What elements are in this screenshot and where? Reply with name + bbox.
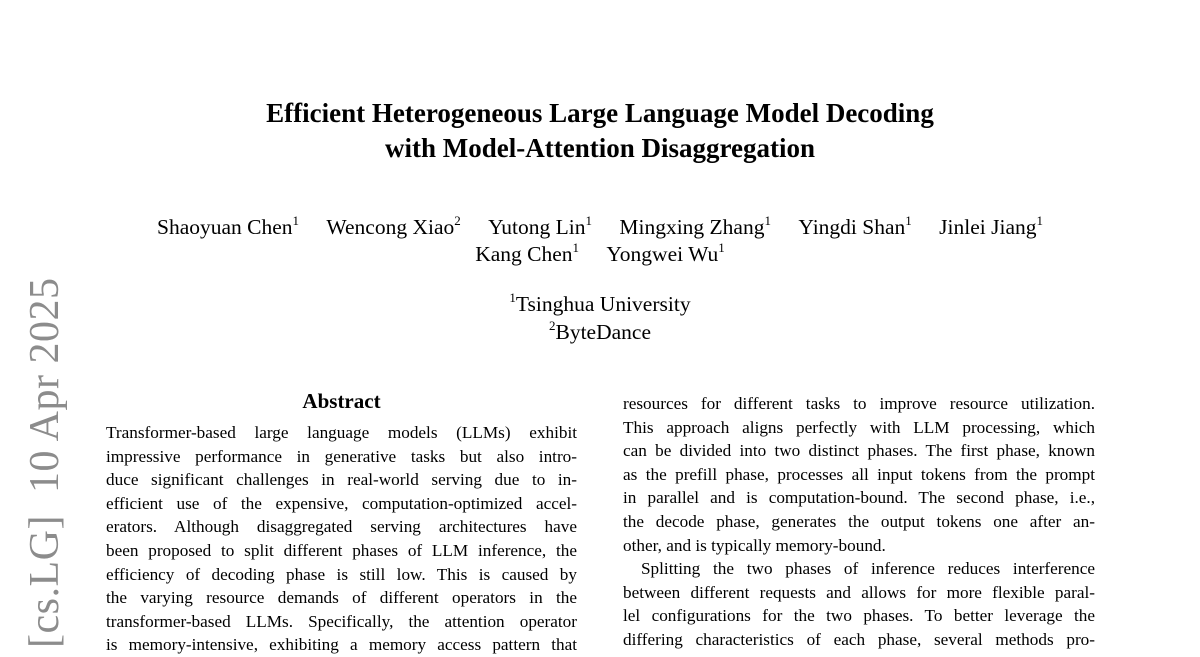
abstract-line: efficient use of the expensive, computation-optimized accel- xyxy=(106,493,577,513)
abstract-line: duce significant challenges in real-world serving due to in- xyxy=(106,470,577,490)
abstract-heading: Abstract xyxy=(302,389,381,413)
abstract-line: been proposed to split different phases of LLM inference, the xyxy=(106,540,577,560)
body-line: between different requests and allows for more flexible paral- xyxy=(623,582,1095,602)
body-line: lel configurations for the two phases. To better leverage the xyxy=(623,606,1095,626)
body-line: differing characteristics of each phase, several methods pro- xyxy=(623,629,1095,649)
body-line: Splitting the two phases of inference reduces interference xyxy=(641,559,1095,579)
author: Yongwei Wu$^1$ xyxy=(606,240,725,266)
intro-paragraph-2 xyxy=(623,557,1095,651)
title-line-1: Efficient Heterogeneous Large Language Model Decoding xyxy=(266,98,934,128)
body-line: resources for different tasks to improve resource utilization. xyxy=(623,394,1095,413)
abstract-line: erators. Although disaggregated serving architectures have xyxy=(106,517,577,537)
body-line: as the prefill phase, processes all input tokens from the prompt xyxy=(623,464,1095,484)
title-line-2: with Model-Attention Disaggregation xyxy=(385,133,815,163)
abstract-body xyxy=(106,421,577,657)
affiliation: $^2$ByteDance xyxy=(548,318,651,344)
paper-title xyxy=(0,96,1200,166)
author-row-2 xyxy=(0,241,1200,268)
abstract-line: transformer-based LLMs. Specifically, the attention operator xyxy=(106,611,577,631)
author: Yingdi Shan$^1$ xyxy=(798,213,912,239)
abstract-line: is memory-intensive, exhibiting a memory access pattern that xyxy=(106,635,577,655)
author: Yutong Lin$^1$ xyxy=(488,213,592,239)
affiliation-list xyxy=(0,290,1200,346)
author: Shaoyuan Chen$^1$ xyxy=(156,213,300,239)
author: Kang Chen$^1$ xyxy=(475,240,580,266)
body-line: other, and is typically memory-bound. xyxy=(623,535,886,555)
abstract-line: impressive performance in generative tasks but also intro- xyxy=(106,446,577,466)
intro-column xyxy=(623,392,1095,652)
author: Wencong Xiao$^2$ xyxy=(326,213,461,239)
body-line: in parallel and is computation-bound. The second phase, i.e., xyxy=(623,488,1095,508)
author: Jinlei Jiang$^1$ xyxy=(939,213,1043,239)
author-row-1 xyxy=(0,214,1200,241)
body-line: This approach aligns perfectly with LLM processing, which xyxy=(623,417,1095,437)
author-list xyxy=(0,214,1200,268)
abstract-line: Transformer-based large language models (LLMs) exhibit xyxy=(106,423,577,442)
abstract-line: the varying resource demands of different operators in the xyxy=(106,588,577,608)
intro-paragraph-1 xyxy=(623,392,1095,557)
abstract-line: efficiency of decoding phase is still low. This is caused by xyxy=(106,564,577,584)
author: Mingxing Zhang$^1$ xyxy=(619,213,771,239)
body-line: can be divided into two distinct phases. The first phase, known xyxy=(623,441,1095,461)
affiliation: $^1$Tsinghua University xyxy=(509,290,691,316)
body-line: the decode phase, generates the output tokens one after an- xyxy=(623,511,1095,531)
arxiv-date: 10 Apr 2025 xyxy=(22,277,68,494)
arxiv-category: [cs.LG] xyxy=(22,515,68,648)
